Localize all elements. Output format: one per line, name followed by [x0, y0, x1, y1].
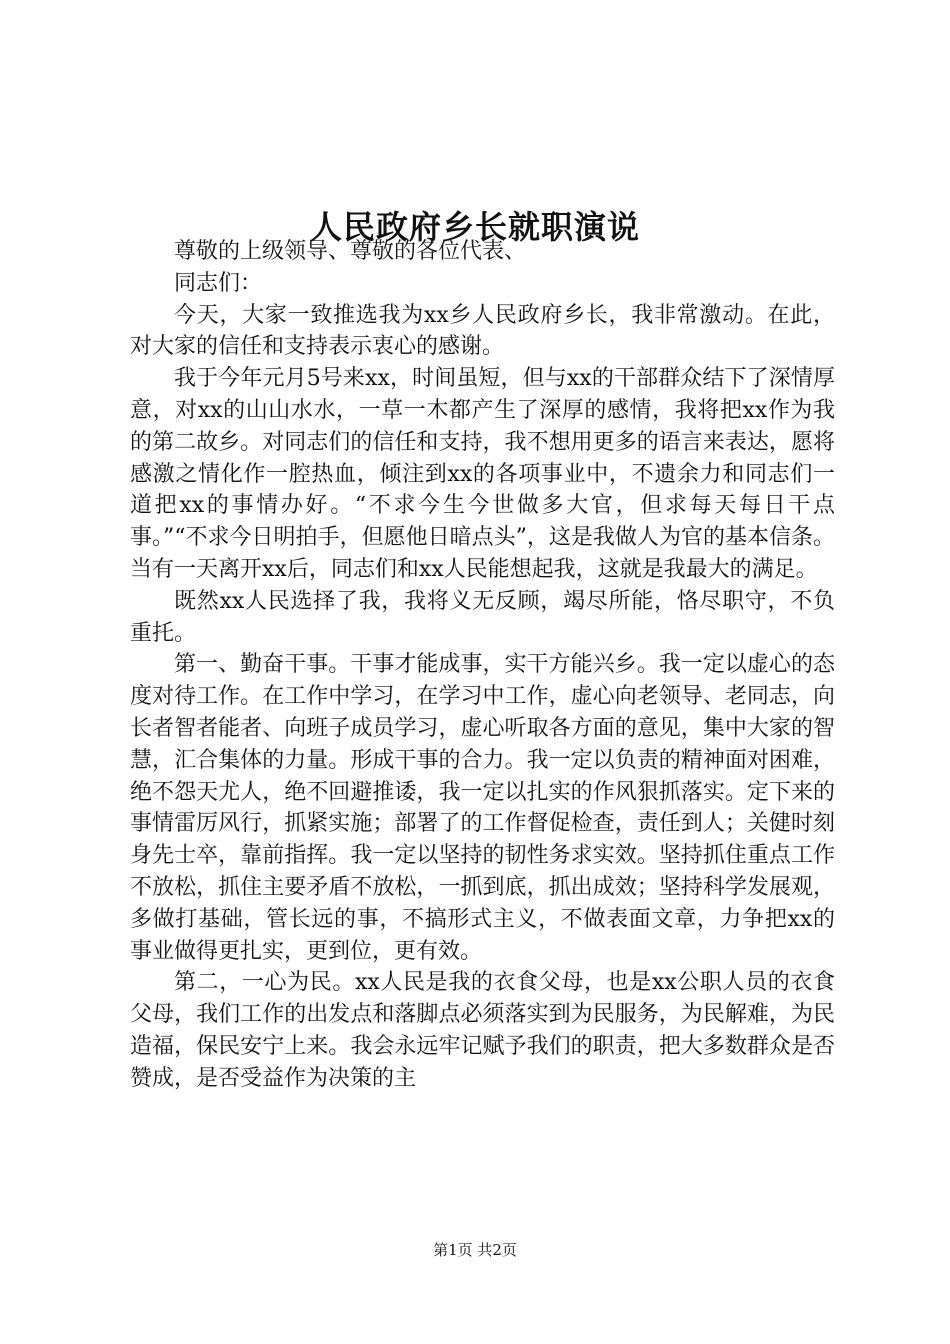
salutation-line-1: 尊敬的上级领导、尊敬的各位代表、 — [174, 239, 527, 264]
paragraph-second-point: 第二，一心为民。xx人民是我的衣食父母，也是xx公职人员的衣食父母，我们工作的出发点和落脚点必须落实到为民服务，为民解难，为民造福，保民安宁上来。我会永远牢记赋予我们的职责，把大多数群众是否赞成，是否受益作为决策的主 — [130, 970, 835, 1091]
page-footer: 第1页 共2页 — [433, 1241, 517, 1259]
paragraph-background: 我于今年元月5号来xx，时间虽短，但与xx的干部群众结下了深情厚意，对xx的山山水水，一草一木都产生了深厚的感情，我将把xx作为我的第二故乡。对同志们的信任和支持，我不想用更多的语言来表达，愿将感激之情化作一腔热血，倾注到xx的各项事业中，不遗余力和同志们一道把xx的事情办好。“不求今生今世做多大官，但求每天每日干点事。”“不求今日明拍手，但愿他日暗点头”，这是我做人为官的基本信条。当有一天离开xx后，同志们和xx人民能想起我，这就是我最大的满足。 — [130, 366, 835, 582]
salutation-line-2: 同志们： — [174, 270, 263, 296]
document-body — [130, 236, 835, 1095]
paragraph-commitment: 既然xx人民选择了我，我将义无反顾，竭尽所能，恪尽职守，不负重托。 — [130, 588, 835, 646]
paragraph-opening: 今天，大家一致推选我为xx乡人民政府乡长，我非常激动。在此，对大家的信任和支持表示衷心的感谢。 — [130, 302, 835, 360]
document-title: 人民政府乡长就职演说 — [309, 208, 640, 247]
paragraph-first-point: 第一、勤奋干事。干事才能成事，实干方能兴乡。我一定以虚心的态度对待工作。在工作中学习，在学习中工作，虚心向老领导、老同志，向长者智者能者、向班子成员学习，虚心听取各方面的意见，集中大家的智慧，汇合集体的力量。形成干事的合力。我一定以负责的精神面对困难，绝不怨天尤人，绝不回避推诿，我一定以扎实的作风狠抓落实。定下来的事情雷厉风行，抓紧实施；部署了的工作督促检查，责任到人；关健时刻身先士卒，靠前指挥。我一定以坚持的韧性务求实效。坚持抓住重点工作不放松，抓住主要矛盾不放松，一抓到底，抓出成效；坚持科学发展观，多做打基础，管长远的事，不搞形式主义，不做表面文章，力争把xx的事业做得更扎实，更到位，更有效。 — [130, 652, 835, 964]
